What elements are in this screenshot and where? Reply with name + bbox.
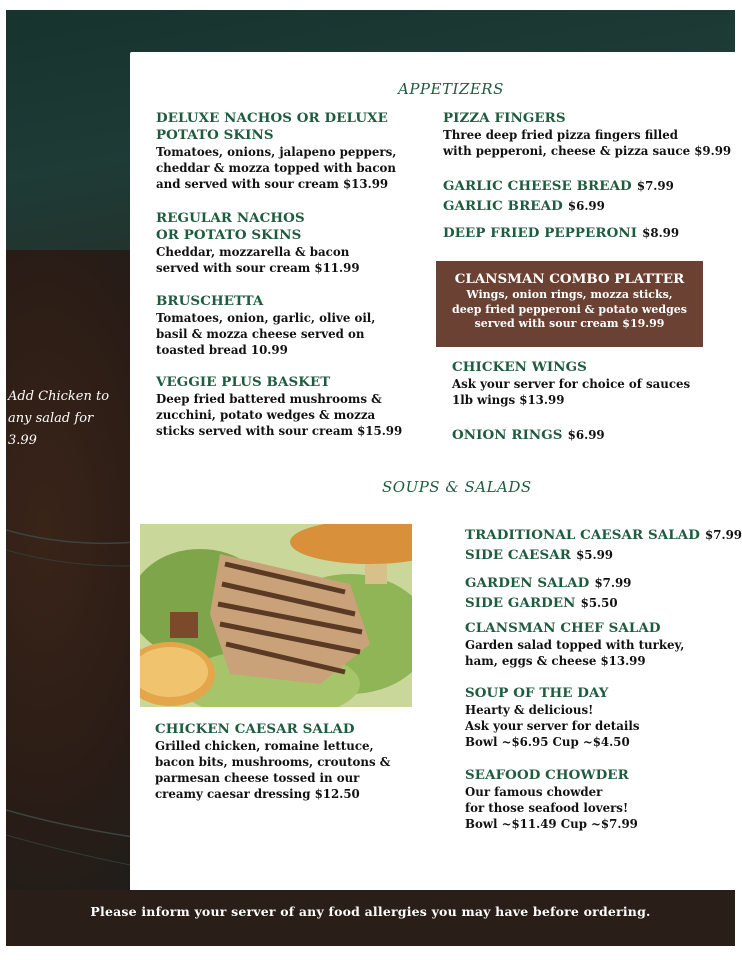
menu-item-regular-nachos xyxy=(156,210,431,276)
appetizers-heading: APPETIZERS xyxy=(398,80,504,98)
item-name: CLANSMAN CHEF SALAD xyxy=(465,620,661,636)
item-name: SIDE GARDEN xyxy=(465,595,576,611)
add-chicken-note xyxy=(8,386,118,452)
item-name: GARLIC CHEESE BREAD xyxy=(443,178,632,194)
item-name: SOUP OF THE DAY xyxy=(465,685,609,701)
item-description: Bowl ~$11.49 Cup ~$7.99 xyxy=(465,817,638,831)
item-price: $7.99 xyxy=(705,528,742,542)
menu-item-garlic-bread xyxy=(443,175,733,215)
item-name: PIZZA FINGERS xyxy=(443,110,566,126)
item-description: parmesan cheese tossed in our xyxy=(155,771,360,785)
item-price: $6.99 xyxy=(567,428,605,442)
item-description: Three deep fried pizza fingers filled xyxy=(443,128,678,142)
item-name: VEGGIE PLUS BASKET xyxy=(156,374,331,390)
menu-item-chicken-wings xyxy=(452,359,732,408)
item-description: and served with sour cream $13.99 xyxy=(156,177,389,191)
item-description: creamy caesar dressing $12.50 xyxy=(155,787,360,801)
item-price: $5.50 xyxy=(580,596,618,610)
item-description: Bowl ~$6.95 Cup ~$4.50 xyxy=(465,735,630,749)
item-name: ONION RINGS xyxy=(452,427,563,443)
chicken-caesar-photo xyxy=(140,524,412,707)
menu-item-chicken-caesar-salad xyxy=(155,721,425,802)
item-name: GARDEN SALAD xyxy=(465,575,590,591)
item-description: served with sour cream $11.99 xyxy=(156,261,360,275)
item-description: Hearty & delicious! xyxy=(465,703,594,717)
item-description: sticks served with sour cream $15.99 xyxy=(156,424,403,438)
item-price: $5.99 xyxy=(576,548,614,562)
combo-name: CLANSMAN COMBO PLATTER xyxy=(454,271,685,287)
item-name: SEAFOOD CHOWDER xyxy=(465,767,629,783)
item-description: bacon bits, mushrooms, croutons & xyxy=(155,755,391,769)
item-name: CHICKEN WINGS xyxy=(452,359,587,375)
item-name: DELUXE NACHOS OR DELUXE xyxy=(156,110,388,126)
item-name: SIDE CAESAR xyxy=(465,547,571,563)
item-description: toasted bread 10.99 xyxy=(156,343,288,357)
item-description: Tomatoes, onions, jalapeno peppers, xyxy=(156,145,397,159)
item-description: Cheddar, mozzarella & bacon xyxy=(156,245,350,259)
menu-item-pizza-fingers xyxy=(443,110,733,159)
item-name: POTATO SKINS xyxy=(156,127,274,143)
salad-illustration xyxy=(140,524,412,707)
allergy-notice: Please inform your server of any food allergies you may have before ordering. xyxy=(90,904,651,919)
item-description: Grilled chicken, romaine lettuce, xyxy=(155,739,374,753)
combo-description: served with sour cream $19.99 xyxy=(474,317,665,330)
item-price: $6.99 xyxy=(567,199,605,213)
item-name: GARLIC BREAD xyxy=(443,198,563,214)
item-description: Garden salad topped with turkey, xyxy=(465,638,685,652)
item-price: $7.99 xyxy=(594,576,632,590)
item-description: Ask your server for details xyxy=(465,719,640,733)
item-name: BRUSCHETTA xyxy=(156,293,264,309)
item-price: $7.99 xyxy=(636,179,674,193)
allergy-footer xyxy=(6,890,735,946)
item-description: cheddar & mozza topped with bacon xyxy=(156,161,396,175)
menu-item-onion-rings xyxy=(452,424,732,444)
item-name: CHICKEN CAESAR SALAD xyxy=(155,721,355,737)
item-description: Ask your server for choice of sauces xyxy=(452,377,691,391)
menu-item-soup-of-the-day xyxy=(465,685,735,750)
item-name: OR POTATO SKINS xyxy=(156,227,302,243)
item-description: ham, eggs & cheese $13.99 xyxy=(465,654,646,668)
combo-description: deep fried pepperoni & potato wedges xyxy=(452,302,687,316)
item-description: Deep fried battered mushrooms & xyxy=(156,392,382,406)
item-description: with pepperoni, cheese & pizza sauce $9.99 xyxy=(443,144,732,158)
menu-item-caesar-salad xyxy=(465,524,742,564)
menu-item-veggie-basket xyxy=(156,374,431,439)
item-name: REGULAR NACHOS xyxy=(156,210,305,226)
menu-item-seafood-chowder xyxy=(465,767,735,832)
item-description: Our famous chowder xyxy=(465,785,603,799)
item-name: DEEP FRIED PEPPERONI xyxy=(443,225,638,241)
side-note-line: Add Chicken to xyxy=(8,389,110,404)
combo-description: Wings, onion rings, mozza sticks, xyxy=(466,288,673,301)
menu-item-deluxe-nachos xyxy=(156,110,431,192)
item-price: $8.99 xyxy=(642,226,680,240)
menu-item-garden-salad xyxy=(465,572,735,612)
item-name: TRADITIONAL CAESAR SALAD xyxy=(465,527,700,543)
item-description: 1lb wings $13.99 xyxy=(452,393,565,407)
item-description: for those seafood lovers! xyxy=(465,801,629,815)
menu-item-chef-salad xyxy=(465,620,735,669)
item-description: basil & mozza cheese served on xyxy=(156,327,365,341)
item-description: Tomatoes, onion, garlic, olive oil, xyxy=(156,311,376,325)
combo-platter-box xyxy=(436,261,703,347)
soups-salads-heading: SOUPS & SALADS xyxy=(382,478,532,496)
menu-item-bruschetta xyxy=(156,293,431,358)
item-description: zucchini, potato wedges & mozza xyxy=(156,408,376,422)
side-note-line: any salad for 3.99 xyxy=(8,411,94,448)
menu-item-deep-fried-pepperoni xyxy=(443,222,733,242)
